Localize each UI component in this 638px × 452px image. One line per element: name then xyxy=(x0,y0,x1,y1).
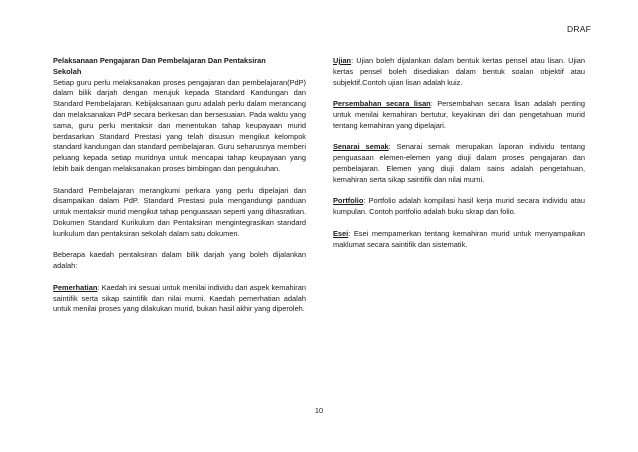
paragraph-standard: Standard Pembelajaran merangkumi perkara yang perlu dipelajari dan disampaikan dalam PdP. Standard Prestasi pula mengandungi panduan untuk mentaksir murid mengikut tahap penguasaan seperti yang dihasratkan. Dokumen Standard Kurikulum dan Pentaksiran mengintegrasikan standard kurikulum dan pentaksiran sekolah dalam satu dokumen. xyxy=(53,185,306,238)
paragraph-kaedah: Beberapa kaedah pentaksiran dalam bilik darjah yang boleh dijalankan adalah: xyxy=(53,250,306,271)
left-column xyxy=(53,56,306,326)
paragraph-persembahan xyxy=(333,99,585,131)
term-ujian: Ujian xyxy=(333,56,352,65)
term-pemerhatian: Pemerhatian xyxy=(53,282,98,292)
paragraph-pdp: Setiap guru perlu melaksanakan proses pengajaran dan pembelajaran(PdP) dalam bilik darjah dengan merujuk kepada Standard Kandungan dan Standard Pembelajaran. Kebijaksanaan guru adalah perlu dalam merancang dan melaksanakan PdP secara berkesan dan bersesuaian. Pada waktu yang sama, guru perlu mentaksir dan menentukan tahap keupayaan murid berdasarkan Standard Prestasi yang telah disusun mengikut kelompok standard kandungan dan standard pembelajaran. Guru seharusnya memberi peluang kepada setiap muridnya untuk mencapai tahap keupayaan yang lebih baik dengan melaksanakan proses bimbingan dan pengukuhan. xyxy=(53,77,306,173)
text-esei: : Esei mempamerkan tentang kemahiran murid untuk menyampaikan maklumat secara saintifik dan sistematik. xyxy=(333,228,585,249)
section-heading-line1: Pelaksanaan Pengajaran Dan Pembelajaran Dan Pentaksiran xyxy=(53,56,266,65)
page-number: 10 xyxy=(314,406,324,415)
text-persembahan: : Persembahan secara lisan adalah penting untuk menilai kemahiran bertutur, keyakinan diri dan pengetahuan murid tentang kemahiran yang dipelajari. xyxy=(333,99,585,130)
right-column xyxy=(333,56,585,261)
text-ujian: : Ujian boleh dijalankan dalam bentuk kertas pensel atau lisan. Ujian kertas pensel boleh disediakan dalam bentuk soalan objektif atau subjektif.Contoh ujian lisan adalah kuiz. xyxy=(333,56,585,87)
text-pemerhatian: : Kaedah ini sesuai untuk menilai individu dari aspek kemahiran saintifik serta sikap saintifik dan nilai murni. Kaedah pemerhatian adalah untuk menilai proses yang dilakukan murid, bukan hasil akhir yang diperoleh. xyxy=(53,282,306,314)
term-senarai-semak: Senarai semak xyxy=(333,142,389,152)
section-heading xyxy=(53,56,306,78)
paragraph-portfolio xyxy=(333,196,585,218)
term-esei: Esei xyxy=(333,228,349,238)
term-portfolio: Portfolio xyxy=(333,196,364,206)
term-persembahan: Persembahan secara lisan xyxy=(333,99,431,109)
text-portfolio: : Portfolio adalah kompilasi hasil kerja murid secara individu atau kumpulan. Contoh portfolio adalah buku skrap dan folio. xyxy=(333,196,585,217)
draft-label: DRAF xyxy=(567,24,591,34)
paragraph-senarai-semak xyxy=(333,142,585,185)
section-heading-line2: Sekolah xyxy=(53,66,82,76)
paragraph-esei xyxy=(333,229,585,251)
paragraph-pemerhatian xyxy=(53,283,306,315)
text-senarai-semak: : Senarai semak merupakan laporan individu tentang penguasaan elemen-elemen yang diuji dalam proses pengajaran dan pembelajaran. Elemen yang diuji dalam sains adalah pengetahuan, kemahiran serta sikap saintifik dan nilai murni. xyxy=(333,142,585,184)
paragraph-ujian xyxy=(333,56,585,88)
